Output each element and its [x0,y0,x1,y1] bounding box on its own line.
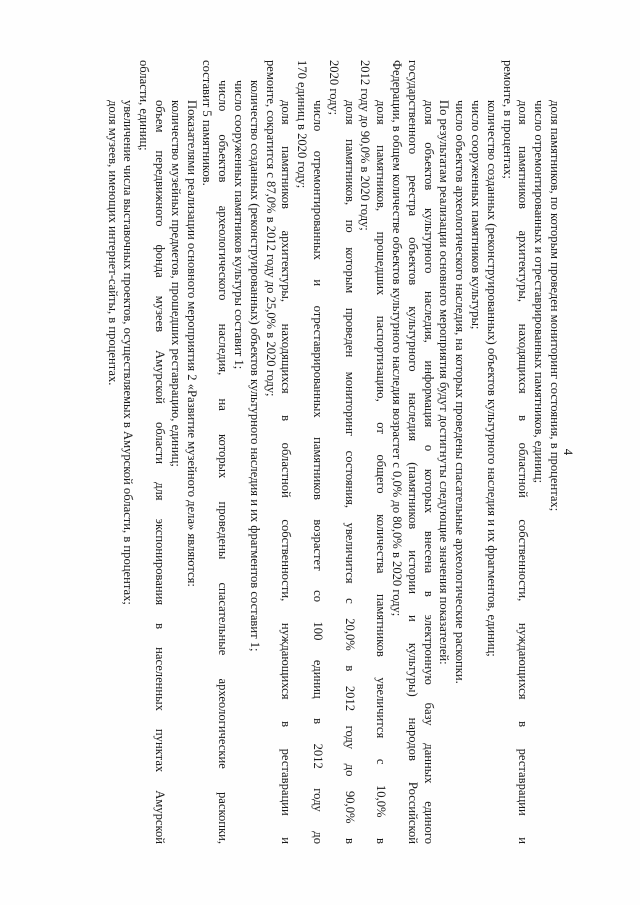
text-line: доля памятников архитектуры, находящихся в областной собственности, нуждающихся в реставрации и [516,100,531,844]
page-number: 4 [561,448,576,456]
text-line: государственного реестра объектов культурного наследия (памятников истории и культуры) народов Российской [405,60,420,844]
text-line: 2020 году; [326,60,341,116]
text-line: число сооруженных памятников культуры; [469,100,484,330]
text-line: 2012 году до 90,0% в 2020 году; [358,60,373,231]
text-line: число отремонтированных и отреставрированных памятников возрастет со 100 единиц в 2012 году до [311,100,326,844]
rotated-text-block [60,32,580,872]
text-line: доля музеев, имеющих интернет-сайты, в процентах. [105,100,120,386]
text-line: количество музейных предметов, прошедших реставрацию, единиц; [168,100,183,467]
text-line: доля памятников архитектуры, находящихся в областной собственности, нуждающихся в реставрации и [279,100,294,844]
text-line: По результатам реализации основного мероприятия будут достигнуты следующие значения показателей: [437,100,452,665]
text-line: доля памятников, по которым проведен мониторинг состояния, увеличится с 20,0% в 2012 году до 90,0% в [342,100,357,844]
text-line: доля памятников, прошедших паспортизацию, от общего количества памятников увеличится с 10,0% в [374,100,389,844]
text-line: 170 единиц в 2020 году; [295,60,310,189]
text-line: количество созданных (реконструированных) объектов культурного наследия и их фрагментов, единиц; [484,100,499,657]
text-line: число сооруженных памятников культуры составит 1; [232,80,247,370]
text-line: количество созданных (реконструированных) объектов культурного наследия и их фрагментов составит 1; [247,80,262,652]
text-line: доля памятников, по которым проведен мониторинг состояния, в процентах; [548,100,562,512]
text-line: Федерации, в общем количестве объектов культурного наследия возрастет с 0,0% до 80,0% в 2020 году; [390,60,405,617]
text-line: число отремонтированных и отреставрированных памятников, единиц; [532,100,547,484]
document-body [104,60,562,844]
text-line: Показателями реализации основного мероприятия 2 «Развитие музейного дела» являются: [184,100,199,587]
text-line: области, единиц; [137,60,152,151]
text-line: число объектов археологического наследия, на которых проведены спасательные археологические раскопки. [453,100,468,684]
text-line: ремонте, в процентах; [500,60,515,179]
text-line: составит 5 памятников. [200,60,215,186]
text-line: доля объектов культурного наследия, информация о которых внесена в электронную базу данных единого [421,100,436,844]
text-line: ремонте, сократится с 87,0% в 2012 году до 25,0% в 2020 году; [263,60,278,397]
text-line: увеличение числа выставочных проектов, осуществляемых в Амурской области, в процентах; [121,100,136,605]
text-line: объем передвижного фонда музеев Амурской области для экспонирования в населенных пунктах Амурской [153,100,168,844]
text-line: число объектов археологического наследия, на которых проведены спасательные археологические раскопки, [216,80,231,844]
